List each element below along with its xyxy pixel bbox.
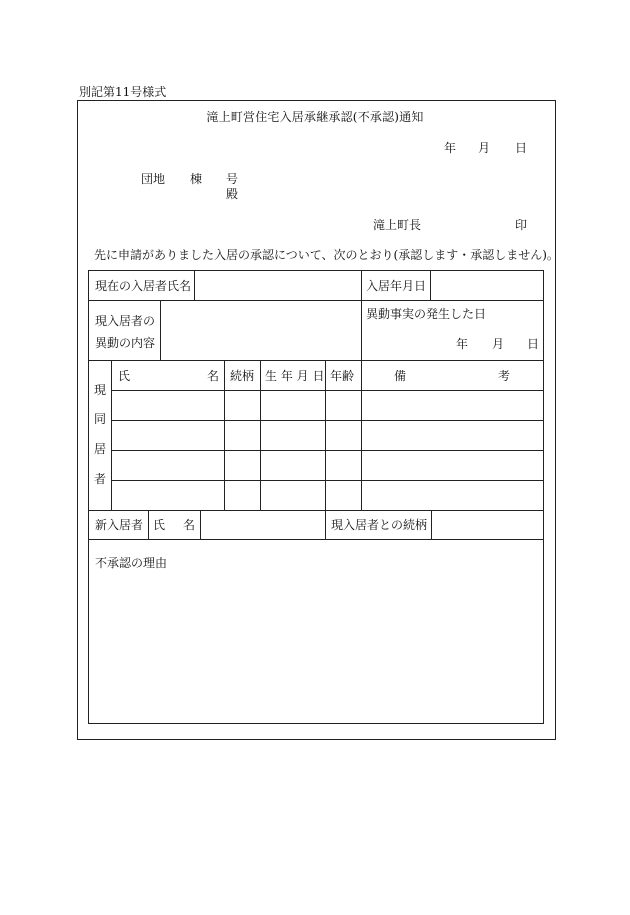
relation-to-current-label: 現入居者との続柄: [331, 518, 428, 532]
recipient-danchi: 団地: [141, 172, 166, 186]
col-header-birthdate: 生 年 月 日: [265, 369, 325, 383]
col-header-remarks-2: 考: [498, 369, 511, 383]
change-date-year: 年: [456, 337, 469, 351]
succession-table: [88, 270, 544, 724]
new-name-label-2: 名: [183, 518, 196, 532]
col-header-remarks-1: 備: [394, 369, 407, 383]
change-date-day: 日: [527, 337, 540, 351]
cohabitants-label-char-4: 者: [94, 472, 107, 486]
rejection-reason-label: 不承認の理由: [95, 556, 168, 570]
issue-date-year: 年: [444, 141, 457, 155]
sender-name: 滝上町長: [373, 218, 422, 232]
cohabitants-label-char-3: 居: [94, 442, 107, 456]
change-date-label: 異動事実の発生した日: [366, 307, 487, 321]
current-resident-name-label: 現在の入居者氏名: [95, 279, 192, 293]
intro-text: 先に申請がありました入居の承認について、次のとおり(承認します・承認しません)。: [94, 248, 559, 262]
recipient-gou: 号: [226, 172, 239, 186]
move-in-date-label: 入居年月日: [366, 279, 427, 293]
recipient-honorific: 殿: [226, 187, 239, 201]
cohabitants-label-char-2: 同: [94, 412, 107, 426]
table-grid-lines: [88, 270, 544, 724]
issue-date-day: 日: [515, 141, 528, 155]
col-header-relation: 続柄: [230, 369, 255, 383]
col-header-name-2: 名: [207, 369, 220, 383]
change-label-line1: 現入居者の: [95, 314, 156, 328]
seal-mark: 印: [515, 218, 528, 232]
document-title: 滝上町営住宅入居承継承認(不承認)通知: [206, 110, 424, 124]
form-number-label: 別記第11号様式: [79, 85, 167, 99]
new-name-label-1: 氏: [153, 518, 166, 532]
col-header-age: 年齢: [330, 369, 355, 383]
col-header-name-1: 氏: [118, 369, 131, 383]
recipient-tou: 棟: [190, 172, 203, 186]
change-label-line2: 異動の内容: [95, 336, 156, 350]
change-date-month: 月: [492, 337, 505, 351]
cohabitants-label-char-1: 現: [94, 383, 107, 397]
new-resident-label: 新入居者: [95, 518, 144, 532]
issue-date-month: 月: [478, 141, 491, 155]
